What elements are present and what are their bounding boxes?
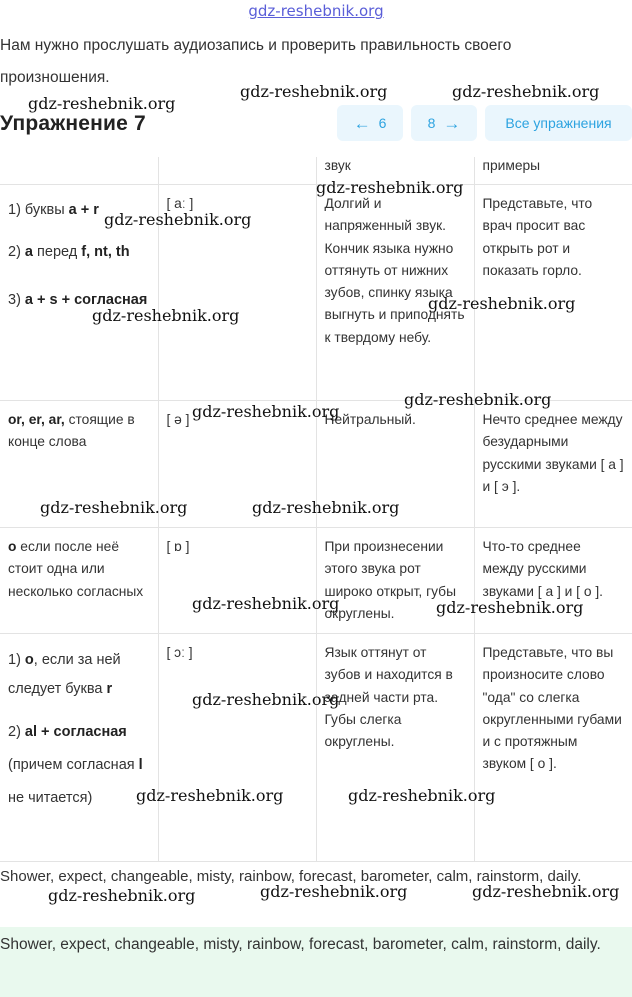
sound-header-fragment: звук xyxy=(324,158,351,173)
watermark: gdz-reshebnik.org xyxy=(428,294,576,313)
table-cell xyxy=(0,185,158,401)
transcription: [ ə ] xyxy=(166,412,190,427)
table-row xyxy=(0,401,632,528)
watermark: gdz-reshebnik.org xyxy=(472,882,620,901)
example-text: Представьте, что вы произносите слово "ода" со слегка округленными губами и с протяжным звуком [ о ]. xyxy=(482,645,622,772)
rule-text: o если после неё стоит одна или несколько согласных xyxy=(8,539,144,599)
table-cell xyxy=(158,401,316,528)
intro-text: Нам нужно прослушать аудиозапись и проверить правильность своего произношения. xyxy=(0,37,512,86)
rule-line: 2) a перед f, nt, th xyxy=(8,244,130,260)
watermark: gdz-reshebnik.org xyxy=(136,786,284,805)
table-row xyxy=(0,528,632,634)
watermark: gdz-reshebnik.org xyxy=(436,598,584,617)
watermark: gdz-reshebnik.org xyxy=(240,82,388,101)
table-cell xyxy=(316,634,474,862)
articulation-text: Долгий и напряженный звук. Кончик языка нужно оттянуть от нижних зубов, спинку языка выгнуть и приподнять к твердому небу. xyxy=(324,196,465,345)
table-cell xyxy=(474,634,632,862)
rule-line: 1) буквы a + r xyxy=(8,202,99,218)
table-cell xyxy=(158,528,316,634)
watermark: gdz-reshebnik.org xyxy=(260,882,408,901)
example-text: Нечто среднее между безударными русскими звуками [ а ] и [ э ]. xyxy=(482,412,624,494)
watermark: gdz-reshebnik.org xyxy=(404,390,552,409)
table-cell xyxy=(0,634,158,862)
next-exercise-button[interactable] xyxy=(411,105,477,141)
prev-exercise-label: 6 xyxy=(378,115,387,131)
arrow-left-icon: ← xyxy=(353,113,371,133)
table-cell xyxy=(0,528,158,634)
articulation-text: Нейтральный. xyxy=(324,412,416,427)
watermark: gdz-reshebnik.org xyxy=(192,402,340,421)
table-cell xyxy=(158,185,316,401)
watermark: gdz-reshebnik.org xyxy=(192,690,340,709)
table-cell xyxy=(474,401,632,528)
table-cell xyxy=(0,157,158,185)
articulation-text: Язык оттянут от зубов и находится в задней части рта. Губы слегка округлены. xyxy=(324,645,453,750)
transcription: [ ɔː ] xyxy=(166,645,193,660)
example-text: Представьте, что врач просит вас открыть рот и показать горло. xyxy=(482,196,593,278)
table-cell xyxy=(0,401,158,528)
all-exercises-button[interactable] xyxy=(485,105,632,141)
word-list: Shower, expect, changeable, misty, rainbow, forecast, barometer, calm, rainstorm, daily. xyxy=(0,868,582,885)
rule-line: 3) a + s + согласная xyxy=(8,292,148,308)
watermark: gdz-reshebnik.org xyxy=(316,178,464,197)
examples-header-fragment: примеры xyxy=(482,158,541,173)
arrow-right-icon: → xyxy=(443,113,461,133)
rule-line: 2) al + согласная (причем согласная l не читается) xyxy=(8,724,143,806)
phonetics-table xyxy=(0,157,632,862)
watermark: gdz-reshebnik.org xyxy=(48,886,196,905)
example-text: Что-то среднее между русскими звуками [ а ] и [ о ]. xyxy=(482,539,604,599)
table-cell xyxy=(316,185,474,401)
table-row xyxy=(0,185,632,401)
articulation-text: При произнесении этого звука рот широко открыт, губы округлены. xyxy=(324,539,456,621)
rule-text: or, er, ar, стоящие в конце слова xyxy=(8,412,135,450)
watermark: gdz-reshebnik.org xyxy=(28,94,176,113)
next-exercise-label: 8 xyxy=(427,115,436,131)
all-exercises-label: Все упражнения xyxy=(505,115,612,131)
watermark: gdz-reshebnik.org xyxy=(252,498,400,517)
table-cell xyxy=(316,528,474,634)
table-cell xyxy=(474,185,632,401)
answer-box: Shower, expect, changeable, misty, rainbow, forecast, barometer, calm, rainstorm, daily. xyxy=(0,927,632,997)
table-cell xyxy=(158,634,316,862)
top-watermark-link[interactable]: gdz-reshebnik.org xyxy=(248,2,384,20)
exercise-title: Упражнение 7 xyxy=(0,112,146,135)
table-row xyxy=(0,157,632,185)
watermark: gdz-reshebnik.org xyxy=(348,786,496,805)
table-cell xyxy=(158,157,316,185)
table-cell xyxy=(316,401,474,528)
watermark: gdz-reshebnik.org xyxy=(92,306,240,325)
watermark: gdz-reshebnik.org xyxy=(452,82,600,101)
table-cell xyxy=(316,157,474,185)
rule-line: 1) o, если за ней следует буква r xyxy=(8,652,121,697)
watermark: gdz-reshebnik.org xyxy=(104,210,252,229)
watermark: gdz-reshebnik.org xyxy=(192,594,340,613)
table-row xyxy=(0,634,632,862)
transcription: [ aː ] xyxy=(166,196,194,211)
table-cell xyxy=(474,528,632,634)
transcription: [ ɒ ] xyxy=(166,539,190,554)
table-cell xyxy=(474,157,632,185)
prev-exercise-button[interactable] xyxy=(337,105,403,141)
watermark: gdz-reshebnik.org xyxy=(40,498,188,517)
